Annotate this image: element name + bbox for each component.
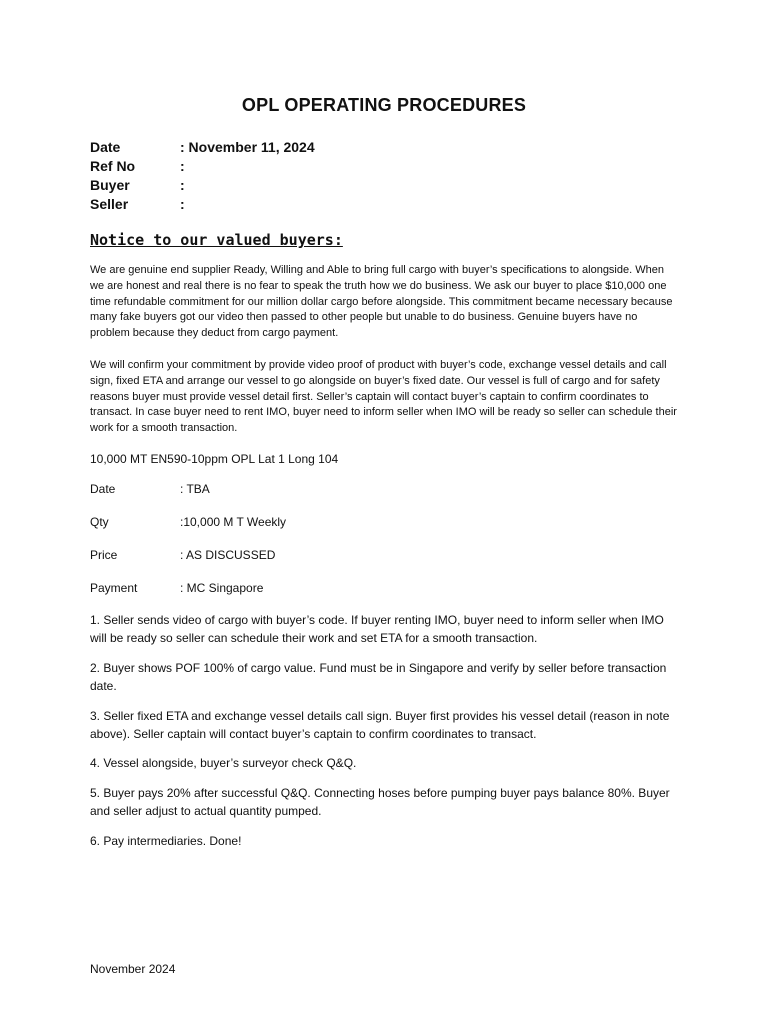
notice-heading: Notice to our valued buyers: [90,231,343,249]
spec-label: Qty [90,515,109,529]
spec-label: Payment [90,581,138,595]
procedure-step: 2. Buyer shows POF 100% of cargo value. Fund must be in Singapore and verify by seller before transaction date. [90,661,667,693]
spec-row-payment [90,580,263,596]
procedure-step: 3. Seller fixed ETA and exchange vessel details call sign. Buyer first provides his vessel detail (reason in note above). Seller captain will contact buyer’s captain to confirm coordinates to transact. [90,709,670,741]
header-value: : [180,177,185,193]
document-title: OPL OPERATING PROCEDURES [241,95,527,115]
header-label: Date [90,139,121,155]
spec-row-price [90,547,275,563]
header-value: : [180,158,185,174]
header-value: : November 11, 2024 [180,139,315,155]
spec-label: Price [90,548,118,562]
spec-label: Date [90,482,116,496]
procedure-step: 4. Vessel alongside, buyer’s surveyor check Q&Q. [90,756,357,770]
spec-row-date [90,481,210,497]
notice-paragraph: We are genuine end supplier Ready, Willing and Able to bring full cargo with buyer’s specifications to alongside. When we are honest and real there is no fear to speak the truth how we do business. We ask our buyer to place $10,000 one time refundable commitment for our million dollar cargo before alongside. This commitment became necessary because many fake buyers got our video then passed to other people but unable to do business. Genuine buyers have no problem because they deduct from cargo payment. [90,264,673,340]
header-row-date [90,138,315,157]
header-label: Seller [90,196,129,212]
header-label: Buyer [90,177,130,193]
header-row-buyer [90,176,315,195]
spec-value: : MC Singapore [180,581,264,595]
spec-row-qty [90,514,286,530]
header-fields [90,138,315,214]
procedure-step: 1. Seller sends video of cargo with buyer’s code. If buyer renting IMO, buyer need to inform seller when IMO will be ready so seller can schedule their work and set ETA for a smooth transaction. [90,613,664,645]
spec-value: : AS DISCUSSED [180,548,276,562]
spec-value: : TBA [180,482,210,496]
product-line: 10,000 MT EN590-10ppm OPL Lat 1 Long 104 [90,452,339,466]
header-row-ref-no [90,157,315,176]
footer-date: November 2024 [90,962,176,976]
header-row-seller [90,195,315,214]
procedure-step: 5. Buyer pays 20% after successful Q&Q. Connecting hoses before pumping buyer pays balance 80%. Buyer and seller adjust to actual quantity pumped. [90,786,670,818]
procedure-step: 6. Pay intermediaries. Done! [90,834,242,848]
header-value: : [180,196,185,212]
header-label: Ref No [90,158,136,174]
notice-paragraph: We will confirm your commitment by provide video proof of product with buyer’s code, exchange vessel details and call sign, fixed ETA and arrange our vessel to go alongside on buyer’s fixed date. Our vessel is full of cargo and for safety reasons buyer must provide vessel detail first. Seller’s captain will contact buyer’s captain to confirm coordinates to transact. In case buyer need to rent IMO, buyer need to inform seller when IMO will be ready so seller can schedule their work for a smooth transaction. [90,359,677,435]
spec-value: :10,000 M T Weekly [180,515,287,529]
